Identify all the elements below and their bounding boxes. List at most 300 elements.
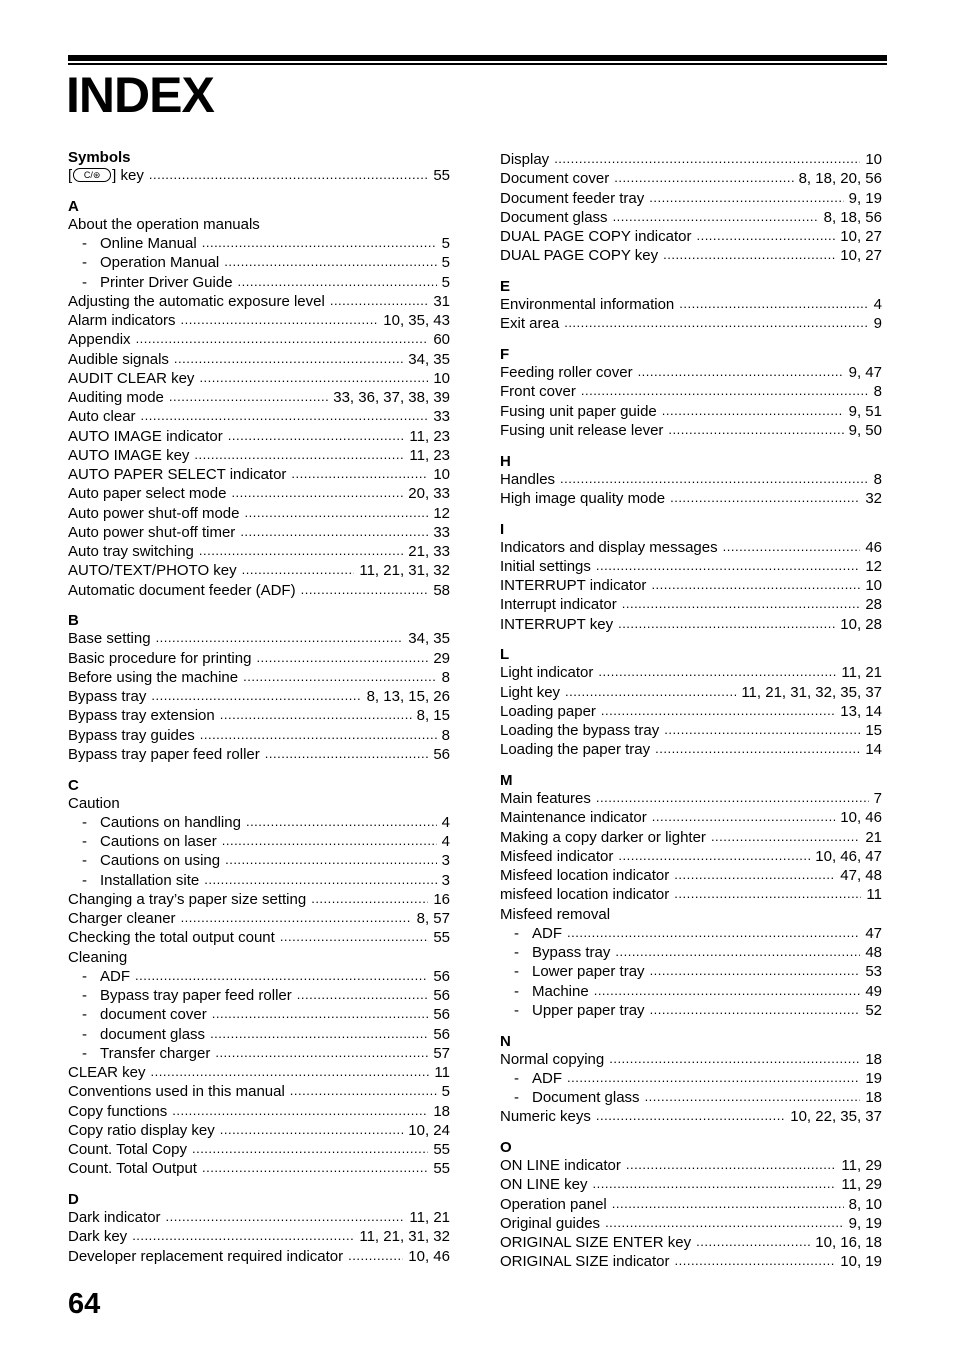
leader-dots bbox=[609, 1052, 860, 1064]
index-entry bbox=[68, 1082, 450, 1101]
index-entry bbox=[500, 828, 882, 847]
index-entry bbox=[68, 726, 450, 745]
entry-term: Machine bbox=[532, 982, 589, 1000]
entry-term: Installation site bbox=[100, 871, 200, 889]
entry-term: ADF bbox=[532, 1069, 562, 1087]
entry-term: CLEAR key bbox=[68, 1064, 146, 1081]
index-subentry bbox=[68, 1044, 450, 1063]
leader-dots bbox=[565, 685, 736, 697]
leader-dots bbox=[652, 810, 836, 822]
index-entry bbox=[68, 427, 450, 446]
leader-dots bbox=[668, 423, 843, 435]
index-section-a bbox=[68, 199, 450, 600]
leader-dots bbox=[311, 892, 428, 904]
subentry-dash: - bbox=[514, 944, 519, 961]
entry-term: Making a copy darker or lighter bbox=[500, 828, 706, 846]
index-entry bbox=[68, 706, 450, 725]
entry-term: Cautions on laser bbox=[100, 833, 217, 850]
index-entry bbox=[500, 721, 882, 740]
entry-term: Document glass bbox=[500, 208, 608, 226]
subentry-dash: - bbox=[82, 1006, 87, 1024]
entry-term: Environmental information bbox=[500, 296, 675, 313]
entry-term: Caution bbox=[68, 794, 120, 812]
leader-dots bbox=[245, 506, 429, 518]
entry-pages: 31 bbox=[433, 292, 450, 310]
leader-dots bbox=[679, 297, 868, 309]
entry-pages: 10, 19 bbox=[840, 1253, 882, 1271]
section-letter: F bbox=[500, 346, 510, 363]
entry-term: Normal copying bbox=[500, 1050, 605, 1068]
leader-dots bbox=[675, 1254, 836, 1266]
entry-term: Interrupt indicator bbox=[500, 596, 617, 614]
section-letter: I bbox=[500, 520, 505, 538]
index-entry bbox=[500, 489, 882, 508]
entry-pages: 13, 14 bbox=[840, 702, 882, 720]
term-suffix: ] key bbox=[112, 167, 144, 184]
entry-term: Initial settings bbox=[500, 557, 591, 575]
index-section-f bbox=[500, 347, 882, 440]
index-entry bbox=[68, 890, 450, 909]
index-subentry bbox=[68, 871, 450, 890]
entry-pages: 3 bbox=[441, 852, 450, 870]
index-entry bbox=[500, 1156, 882, 1175]
entry-term: document cover bbox=[100, 1006, 207, 1024]
subentry-dash: - bbox=[514, 1069, 519, 1087]
entry-term: Base setting bbox=[68, 630, 151, 648]
entry-term: Misfeed indicator bbox=[500, 847, 614, 865]
leader-dots bbox=[224, 255, 436, 267]
leader-dots bbox=[290, 1084, 437, 1096]
index-entry bbox=[500, 227, 882, 246]
section-letter: Symbols bbox=[68, 149, 131, 166]
entry-term: Basic procedure for printing bbox=[68, 649, 252, 667]
entry-pages: 28 bbox=[865, 596, 882, 614]
entry-term: Upper paper tray bbox=[532, 1001, 645, 1019]
leader-dots bbox=[194, 448, 404, 460]
entry-term: Bypass tray guides bbox=[68, 726, 195, 744]
index-subentry bbox=[68, 813, 450, 832]
top-rule-thick bbox=[68, 55, 887, 61]
entry-term: AUTO IMAGE indicator bbox=[68, 427, 223, 445]
index-entry bbox=[500, 208, 882, 227]
index-entry bbox=[68, 649, 450, 668]
entry-term: ORIGINAL SIZE ENTER key bbox=[500, 1234, 692, 1251]
leader-dots bbox=[204, 873, 436, 885]
index-entry bbox=[68, 794, 450, 813]
entry-term: Misfeed removal bbox=[500, 905, 611, 923]
leader-dots bbox=[174, 352, 403, 364]
leader-dots bbox=[132, 1229, 354, 1241]
entry-pages: 12 bbox=[433, 504, 450, 522]
leader-dots bbox=[181, 911, 412, 923]
subentry-dash: - bbox=[82, 813, 87, 831]
index-entry bbox=[500, 421, 882, 440]
entry-pages: 5 bbox=[441, 1083, 450, 1101]
index-entry bbox=[500, 1195, 882, 1214]
index-entry bbox=[500, 382, 882, 401]
leader-dots bbox=[297, 988, 429, 1000]
subentry-dash: - bbox=[82, 235, 87, 252]
leader-dots bbox=[172, 1104, 428, 1116]
subentry-dash: - bbox=[514, 1001, 519, 1019]
entry-term: Auto power shut-off timer bbox=[68, 523, 236, 541]
entry-term: Copy ratio display key bbox=[68, 1121, 215, 1139]
index-subentry bbox=[68, 234, 450, 253]
entry-pages: 21 bbox=[865, 828, 882, 846]
leader-dots bbox=[674, 868, 835, 880]
index-entry bbox=[68, 350, 450, 369]
index-entry bbox=[500, 789, 882, 808]
entry-pages: 9, 47 bbox=[848, 364, 882, 381]
index-entry bbox=[500, 150, 882, 169]
entry-term: Document glass bbox=[532, 1089, 640, 1106]
index-entry bbox=[68, 1159, 450, 1178]
entry-pages: 10, 46, 47 bbox=[815, 847, 882, 865]
entry-pages: 11, 21, 31, 32 bbox=[359, 562, 450, 580]
entry-pages: 33 bbox=[433, 408, 450, 426]
entry-term: Operation Manual bbox=[100, 254, 220, 272]
index-entry bbox=[500, 314, 882, 333]
leader-dots bbox=[554, 152, 860, 164]
index-section-b bbox=[68, 613, 450, 764]
entry-pages: 20, 33 bbox=[408, 485, 450, 503]
entry-pages: 11, 21 bbox=[409, 1209, 450, 1226]
entry-term: Auto paper select mode bbox=[68, 485, 227, 503]
leader-dots bbox=[212, 1007, 429, 1019]
index-entry bbox=[500, 402, 882, 421]
index-section-e bbox=[500, 279, 882, 334]
leader-dots bbox=[622, 597, 861, 609]
index-subentry bbox=[68, 273, 450, 292]
entry-term: AUTO PAPER SELECT indicator bbox=[68, 466, 287, 483]
leader-dots bbox=[650, 964, 861, 976]
entry-term: Fusing unit release lever bbox=[500, 421, 664, 439]
entry-pages: 10, 35, 43 bbox=[383, 312, 450, 329]
leader-dots bbox=[596, 791, 869, 803]
entry-pages: 8 bbox=[441, 726, 450, 744]
leader-dots bbox=[567, 926, 860, 938]
entry-pages: 7 bbox=[873, 790, 882, 807]
entry-term: misfeed location indicator bbox=[500, 886, 670, 904]
entry-term: Cautions on handling bbox=[100, 813, 241, 831]
entry-pages: 8 bbox=[441, 668, 450, 686]
entry-term: Numeric keys bbox=[500, 1108, 591, 1126]
subentry-dash: - bbox=[514, 963, 519, 981]
index-entry bbox=[68, 465, 450, 484]
leader-dots bbox=[662, 404, 844, 416]
entry-pages: 47 bbox=[865, 924, 882, 942]
entry-pages: 33 bbox=[433, 523, 450, 541]
leader-dots bbox=[638, 365, 844, 377]
leader-dots bbox=[650, 1003, 861, 1015]
index-subentry bbox=[68, 851, 450, 870]
entry-pages: 8, 57 bbox=[416, 910, 450, 927]
entry-term: ORIGINAL SIZE indicator bbox=[500, 1253, 670, 1271]
index-subentry bbox=[500, 943, 882, 962]
entry-pages: 15 bbox=[865, 722, 882, 739]
index-section-o bbox=[500, 1140, 882, 1272]
index-entry bbox=[500, 189, 882, 208]
entry-pages: 5 bbox=[441, 273, 450, 291]
index-entry bbox=[68, 745, 450, 764]
entry-term: Document cover bbox=[500, 170, 610, 188]
leader-dots bbox=[151, 1065, 430, 1077]
entry-pages: 11, 29 bbox=[841, 1157, 882, 1174]
index-entry bbox=[68, 166, 450, 185]
entry-pages: 21, 33 bbox=[408, 543, 450, 560]
index-entry bbox=[68, 948, 450, 967]
entry-pages: 47, 48 bbox=[840, 867, 882, 884]
entry-pages: 33, 36, 37, 38, 39 bbox=[333, 389, 450, 406]
index-section-continued bbox=[500, 150, 882, 266]
entry-term: ON LINE key bbox=[500, 1176, 588, 1194]
entry-term: Loading paper bbox=[500, 702, 596, 720]
index-entry bbox=[68, 909, 450, 928]
index-entry bbox=[68, 523, 450, 542]
entry-pages: 56 bbox=[433, 987, 450, 1004]
entry-pages: 56 bbox=[433, 1025, 450, 1043]
leader-dots bbox=[626, 1158, 837, 1170]
leader-dots bbox=[135, 969, 428, 981]
index-subentry bbox=[500, 1001, 882, 1020]
entry-pages: 18 bbox=[433, 1102, 450, 1120]
leader-dots bbox=[664, 723, 860, 735]
entry-pages: 10, 22, 35, 37 bbox=[790, 1108, 882, 1126]
leader-dots bbox=[711, 830, 860, 842]
entry-pages: 8, 10 bbox=[848, 1195, 882, 1213]
index-section-i bbox=[500, 522, 882, 634]
entry-term: Automatic document feeder (ADF) bbox=[68, 581, 296, 599]
leader-dots bbox=[210, 1027, 428, 1039]
entry-term: document glass bbox=[100, 1025, 206, 1043]
leader-dots bbox=[151, 689, 361, 701]
index-subentry bbox=[500, 982, 882, 1001]
index-section-d bbox=[68, 1192, 450, 1266]
entry-term: Exit area bbox=[500, 315, 560, 333]
index-column-left bbox=[68, 150, 450, 1279]
entry-term: ADF bbox=[532, 924, 562, 942]
index-entry bbox=[500, 363, 882, 382]
index-entry bbox=[500, 557, 882, 576]
entry-term: Lower paper tray bbox=[532, 963, 645, 981]
entry-pages: 10, 24 bbox=[408, 1121, 450, 1139]
entry-pages: 56 bbox=[433, 1006, 450, 1024]
leader-dots bbox=[663, 248, 835, 260]
index-subentry bbox=[500, 1069, 882, 1088]
entry-pages: 11, 21 bbox=[841, 664, 882, 682]
index-subentry bbox=[500, 962, 882, 981]
entry-term: Bypass tray bbox=[68, 688, 147, 705]
index-entry bbox=[68, 388, 450, 407]
leader-dots bbox=[240, 525, 428, 537]
subentry-dash: - bbox=[82, 967, 87, 985]
subentry-dash: - bbox=[514, 924, 519, 942]
index-subentry bbox=[500, 924, 882, 943]
section-letter: M bbox=[500, 772, 513, 789]
leader-dots bbox=[228, 429, 405, 441]
entry-pages: 8, 18, 20, 56 bbox=[798, 170, 882, 188]
entry-pages: 10, 28 bbox=[840, 615, 882, 633]
entry-pages: 46 bbox=[865, 538, 882, 556]
index-entry bbox=[68, 1121, 450, 1140]
leader-dots bbox=[169, 390, 328, 402]
index-section-n bbox=[500, 1034, 882, 1127]
entry-pages: 10, 46 bbox=[840, 809, 882, 827]
leader-dots bbox=[723, 540, 861, 552]
entry-pages: 57 bbox=[433, 1044, 450, 1062]
index-subentry bbox=[68, 832, 450, 851]
entry-pages: 52 bbox=[865, 1001, 882, 1019]
leader-dots bbox=[192, 1142, 428, 1154]
index-entry bbox=[68, 330, 450, 349]
index-entry bbox=[68, 1247, 450, 1266]
entry-pages: 9, 50 bbox=[848, 421, 882, 439]
subentry-dash: - bbox=[82, 1025, 87, 1043]
entry-term: Cautions on using bbox=[100, 852, 221, 870]
entry-pages: 9, 51 bbox=[848, 402, 882, 420]
index-entry bbox=[500, 1107, 882, 1126]
entry-term: Feeding roller cover bbox=[500, 364, 633, 381]
index-entry bbox=[68, 446, 450, 465]
leader-dots bbox=[581, 384, 869, 396]
leader-dots bbox=[696, 229, 835, 241]
entry-term: Charger cleaner bbox=[68, 910, 176, 927]
index-entry bbox=[500, 576, 882, 595]
index-entry bbox=[500, 615, 882, 634]
index-entry bbox=[68, 542, 450, 561]
entry-pages: 5 bbox=[441, 254, 450, 272]
entry-term: About the operation manuals bbox=[68, 215, 260, 233]
clear-key-icon: C/⊛ bbox=[73, 168, 111, 182]
entry-term: AUTO IMAGE key bbox=[68, 446, 190, 464]
subentry-dash: - bbox=[514, 982, 519, 1000]
leader-dots bbox=[598, 665, 836, 677]
leader-dots bbox=[280, 930, 429, 942]
index-section-m bbox=[500, 773, 882, 1020]
entry-pages: 11 bbox=[866, 886, 882, 904]
index-entry bbox=[68, 687, 450, 706]
index-entry bbox=[68, 369, 450, 388]
entry-pages: 11, 23 bbox=[409, 427, 450, 445]
entry-pages: 3 bbox=[441, 871, 450, 889]
leader-dots bbox=[618, 849, 810, 861]
index-entry bbox=[68, 1102, 450, 1121]
index-entry bbox=[68, 561, 450, 580]
entry-pages: 55 bbox=[433, 167, 450, 184]
section-letter: C bbox=[68, 776, 79, 794]
entry-pages: 4 bbox=[441, 813, 450, 831]
leader-dots bbox=[613, 210, 819, 222]
leader-dots bbox=[141, 409, 429, 421]
index-entry bbox=[68, 504, 450, 523]
leader-dots bbox=[238, 275, 437, 287]
entry-term: Display bbox=[500, 151, 550, 168]
entry-term: Auto clear bbox=[68, 408, 136, 426]
entry-term: Changing a tray’s paper size setting bbox=[68, 890, 307, 908]
subentry-dash: - bbox=[82, 987, 87, 1004]
entry-term: Handles bbox=[500, 470, 556, 488]
index-entry bbox=[500, 295, 882, 314]
entry-term: INTERRUPT key bbox=[500, 615, 614, 633]
entry-pages: 5 bbox=[441, 235, 450, 252]
entry-term: Adjusting the automatic exposure level bbox=[68, 292, 325, 310]
subentry-dash: - bbox=[82, 852, 87, 870]
entry-pages: 48 bbox=[865, 944, 882, 961]
section-letter: E bbox=[500, 278, 511, 295]
entry-term: Loading the paper tray bbox=[500, 741, 651, 759]
leader-dots bbox=[136, 332, 429, 344]
leader-dots bbox=[655, 742, 860, 754]
entry-pages: 19 bbox=[865, 1069, 882, 1087]
entry-pages: 55 bbox=[433, 1160, 450, 1178]
entry-pages: 10, 46 bbox=[408, 1247, 450, 1265]
entry-term: Alarm indicators bbox=[68, 312, 176, 329]
entry-term: Light key bbox=[500, 683, 561, 701]
entry-term: Auditing mode bbox=[68, 389, 164, 406]
subentry-dash: - bbox=[514, 1089, 519, 1106]
index-subentry bbox=[68, 253, 450, 272]
leader-dots bbox=[593, 1177, 837, 1189]
leader-dots bbox=[231, 486, 403, 498]
index-entry bbox=[500, 246, 882, 265]
index-subentry bbox=[68, 967, 450, 986]
entry-pages: 14 bbox=[865, 741, 882, 759]
entry-term: Checking the total output count bbox=[68, 929, 275, 947]
entry-pages: 9, 19 bbox=[848, 189, 882, 207]
index-subentry bbox=[500, 1088, 882, 1107]
entry-term: Loading the bypass tray bbox=[500, 722, 660, 739]
index-entry bbox=[500, 595, 882, 614]
term-prefix: [ bbox=[68, 167, 73, 184]
entry-term: ADF bbox=[100, 967, 130, 985]
leader-dots bbox=[215, 1046, 428, 1058]
index-entry bbox=[500, 683, 882, 702]
entry-pages: 8, 15 bbox=[416, 707, 450, 725]
entry-term: Developer replacement required indicator bbox=[68, 1247, 344, 1265]
entry-term: Document feeder tray bbox=[500, 189, 645, 207]
index-entry bbox=[500, 905, 882, 924]
entry-term: DUAL PAGE COPY indicator bbox=[500, 228, 692, 245]
index-subentry bbox=[68, 986, 450, 1005]
entry-term: AUTO/TEXT/PHOTO key bbox=[68, 562, 237, 580]
entry-pages: 8 bbox=[873, 470, 882, 488]
entry-pages: 4 bbox=[441, 833, 450, 850]
index-entry bbox=[500, 169, 882, 188]
entry-term: AUDIT CLEAR key bbox=[68, 369, 195, 387]
leader-dots bbox=[649, 191, 843, 203]
leader-dots bbox=[605, 1216, 844, 1228]
entry-pages: 10, 16, 18 bbox=[815, 1234, 882, 1251]
leader-dots bbox=[567, 1071, 860, 1083]
top-rule-thin bbox=[68, 63, 887, 65]
entry-pages: 11, 29 bbox=[841, 1176, 882, 1194]
entry-pages: 4 bbox=[873, 296, 882, 313]
entry-pages: 12 bbox=[865, 557, 882, 575]
index-entry bbox=[68, 1208, 450, 1227]
entry-term: Online Manual bbox=[100, 235, 197, 252]
index-entry bbox=[68, 215, 450, 234]
leader-dots bbox=[601, 704, 835, 716]
index-entry bbox=[68, 629, 450, 648]
index-entry bbox=[500, 885, 882, 904]
entry-term bbox=[68, 166, 144, 185]
leader-dots bbox=[651, 578, 860, 590]
entry-term: High image quality mode bbox=[500, 489, 666, 507]
entry-pages: 18 bbox=[865, 1050, 882, 1068]
leader-dots bbox=[645, 1090, 861, 1102]
leader-dots bbox=[220, 708, 412, 720]
entry-term: Indicators and display messages bbox=[500, 538, 718, 556]
